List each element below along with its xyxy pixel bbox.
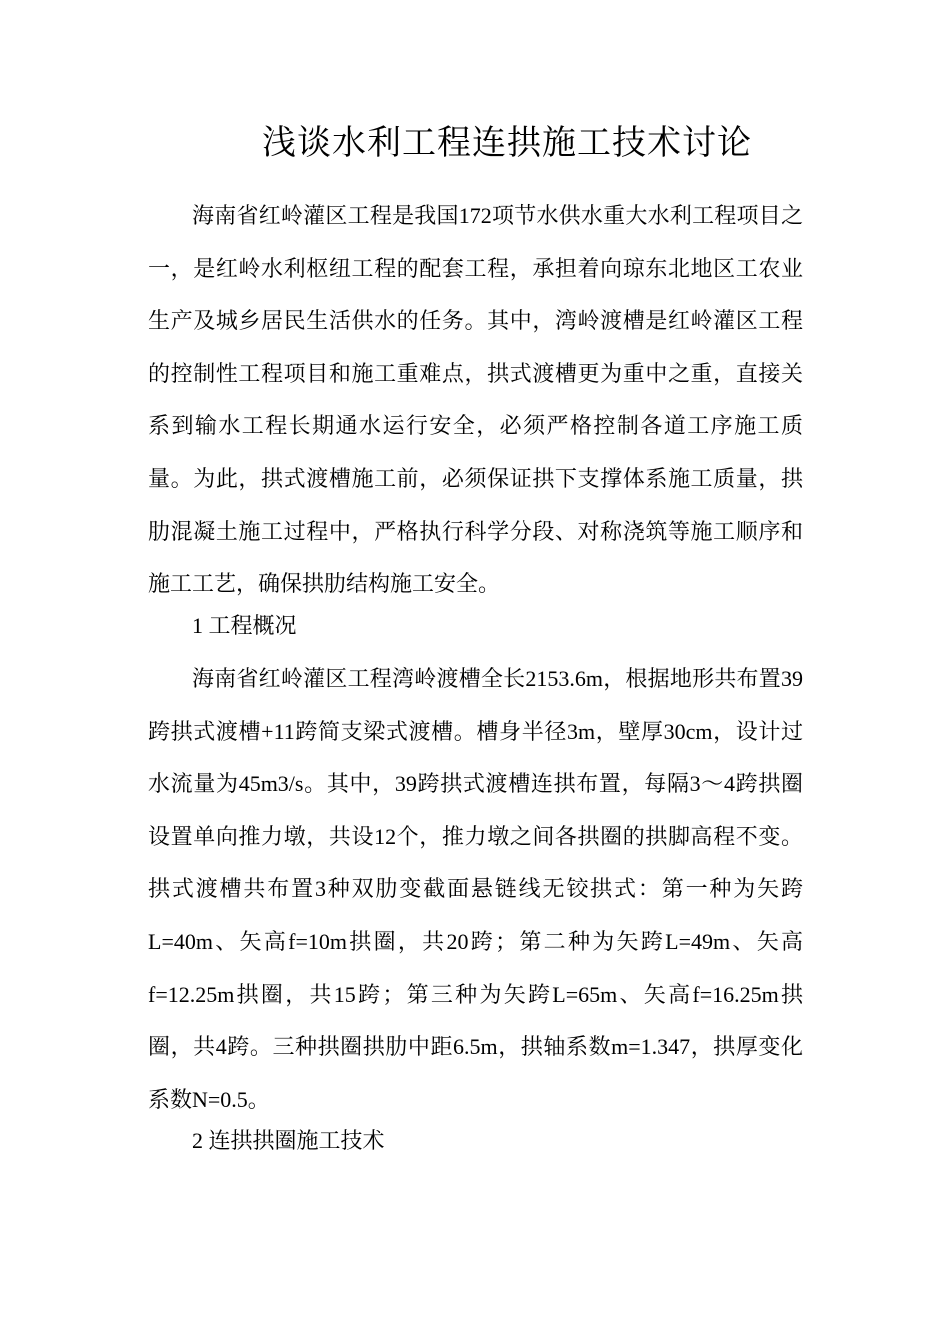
section-1-paragraph: 海南省红岭灌区工程湾岭渡槽全长2153.6m，根据地形共布置39跨拱式渡槽+11跨简支梁式渡槽。槽身半径3m，壁厚30cm，设计过水流量为45m3/s。其中，39跨拱式渡槽连拱布置，每隔3～4跨拱圈设置单向推力墩，共设12个，推力墩之间各拱圈的拱脚高程不变。拱式渡槽共布置3种双肋变截面悬链线无铰拱式：第一种为矢跨L=40m、矢高f=10m拱圈，共20跨；第二种为矢跨L=49m、矢高f=12.25m拱圈，共15跨；第三种为矢跨L=65m、矢高f=16.25m拱圈，共4跨。三种拱圈拱肋中距6.5m，拱轴系数m=1.347，拱厚变化系数N=0.5。 — [148, 666, 803, 1112]
section-2-heading: 2 连拱拱圈施工技术 — [192, 1128, 385, 1153]
intro-paragraph: 海南省红岭灌区工程是我国172项节水供水重大水利工程项目之一，是红岭水利枢纽工程的配套工程，承担着向琼东北地区工农业生产及城乡居民生活供水的任务。其中，湾岭渡槽是红岭灌区工程的控制性工程项目和施工重难点，拱式渡槽更为重中之重，直接关系到输水工程长期通水运行安全，必须严格控制各道工序施工质量。为此，拱式渡槽施工前，必须保证拱下支撑体系施工质量，拱肋混凝土施工过程中，严格执行科学分段、对称浇筑等施工顺序和施工工艺，确保拱肋结构施工安全。 — [148, 203, 803, 597]
document-title: 浅谈水利工程连拱施工技术讨论 — [262, 125, 752, 162]
section-1-heading: 1 工程概况 — [192, 613, 297, 638]
